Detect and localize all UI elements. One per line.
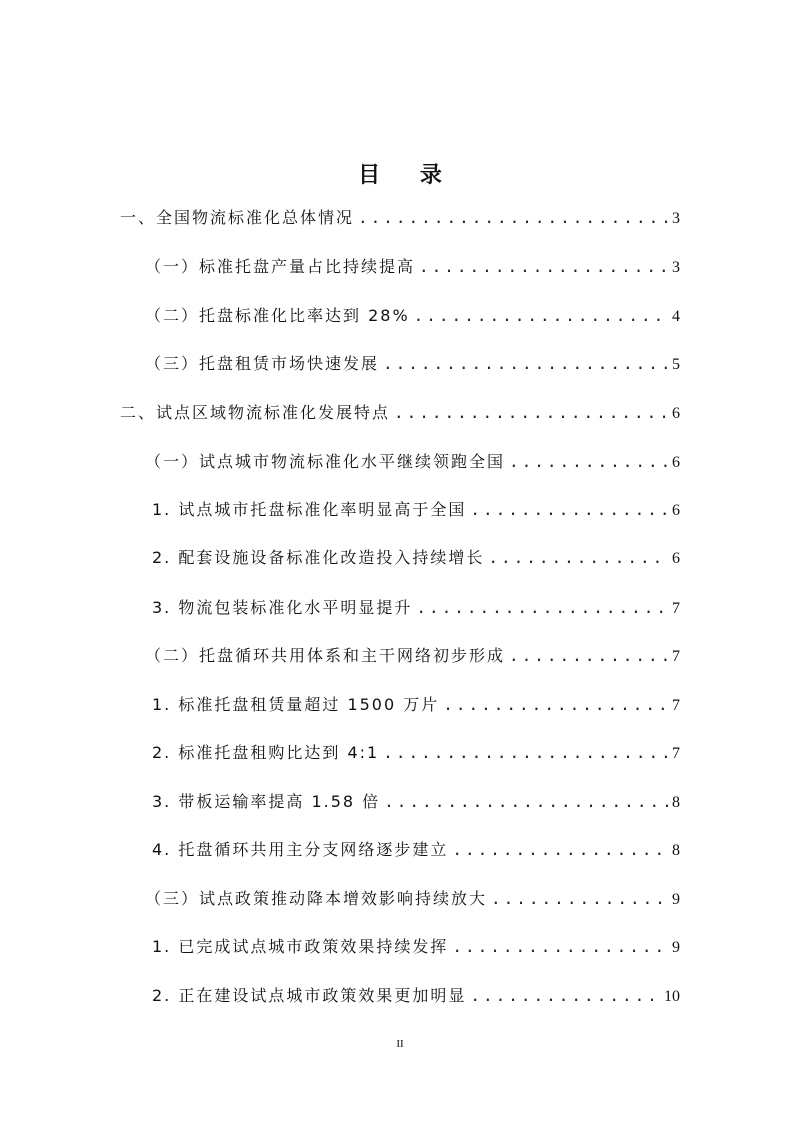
dot-leader	[358, 206, 668, 230]
toc-page-number: 10	[664, 988, 680, 1005]
toc-label: 2. 正在建设试点城市政策效果更加明显	[152, 986, 467, 1005]
toc-entry-2-2-3[interactable]	[152, 790, 680, 815]
toc-page-number: 3	[672, 259, 680, 276]
toc-entry-2-2[interactable]	[145, 644, 680, 669]
toc-label: 4. 托盘循环共用主分支网络逐步建立	[152, 840, 449, 859]
dot-leader	[470, 498, 668, 522]
toc-entry-1-1[interactable]	[145, 255, 680, 280]
toc-page-number: 5	[672, 356, 680, 373]
toc-label: （二）托盘标准化比率达到 28%	[145, 306, 410, 325]
toc-page-number: 6	[672, 550, 680, 567]
toc-entry-2-3[interactable]	[145, 887, 680, 912]
dot-leader	[419, 255, 668, 279]
toc-entry-1-3[interactable]	[145, 352, 680, 377]
dot-leader	[383, 741, 668, 765]
toc-label: 3. 带板运输率提高 1.58 倍	[152, 792, 381, 811]
toc-label: 1. 标准托盘租赁量超过 1500 万片	[152, 695, 440, 714]
toc-page-number: 9	[672, 939, 680, 956]
toc-entry-2-1[interactable]	[145, 450, 680, 475]
toc-page-number: 6	[672, 454, 680, 471]
toc-label: （二）托盘循环共用体系和主干网络初步形成	[145, 646, 506, 665]
toc-entry-2-3-2[interactable]	[152, 984, 680, 1009]
page-title: 目 录	[358, 163, 458, 188]
toc-entry-2-2-4[interactable]	[152, 838, 680, 863]
toc-page-number: 6	[672, 405, 680, 422]
toc-entry-2-2-1[interactable]	[152, 693, 680, 718]
toc-page-number: 9	[672, 891, 680, 908]
dot-leader	[470, 984, 660, 1008]
toc-label: 1. 试点城市托盘标准化率明显高于全国	[152, 500, 467, 519]
footer-page-number: II	[396, 1038, 404, 1050]
dot-leader	[443, 693, 668, 717]
toc-page-number: 7	[672, 600, 680, 617]
dot-leader	[452, 838, 668, 862]
toc-entry-1[interactable]	[120, 206, 680, 231]
toc-page-number: 6	[672, 502, 680, 519]
toc-label: 二、试点区域物流标准化发展特点	[120, 403, 391, 422]
dot-leader	[383, 352, 668, 376]
toc-entry-2-3-1[interactable]	[152, 935, 680, 960]
dot-leader	[491, 887, 668, 911]
toc-page-number: 7	[672, 648, 680, 665]
toc-entry-2-1-2[interactable]	[152, 546, 680, 571]
toc-page-number: 4	[672, 308, 680, 325]
toc-entry-2-2-2[interactable]	[152, 741, 680, 766]
toc-page-number: 8	[672, 794, 680, 811]
dot-leader	[384, 790, 668, 814]
toc-entry-1-2[interactable]	[145, 304, 680, 329]
toc-label: （三）托盘租赁市场快速发展	[145, 354, 380, 373]
toc-entry-2-1-1[interactable]	[152, 498, 680, 523]
dot-leader	[416, 596, 668, 620]
dot-leader	[414, 304, 668, 328]
dot-leader	[509, 644, 668, 668]
toc-label: 2. 标准托盘租购比达到 4:1	[152, 743, 380, 762]
toc-page-number: 7	[672, 697, 680, 714]
toc-label: 一、全国物流标准化总体情况	[120, 208, 355, 227]
toc-label: 1. 已完成试点城市政策效果持续发挥	[152, 937, 449, 956]
dot-leader	[394, 401, 668, 425]
toc-label: （一）试点城市物流标准化水平继续领跑全国	[145, 452, 506, 471]
toc-label: 3. 物流包装标准化水平明显提升	[152, 598, 413, 617]
dot-leader	[452, 935, 668, 959]
toc-page-number: 7	[672, 745, 680, 762]
dot-leader	[509, 450, 668, 474]
dot-leader	[488, 546, 668, 570]
toc-label: 2. 配套设施设备标准化改造投入持续增长	[152, 548, 485, 567]
toc-label: （一）标准托盘产量占比持续提高	[145, 257, 416, 276]
toc-entry-2-1-3[interactable]	[152, 596, 680, 621]
toc-page-number: 3	[672, 210, 680, 227]
toc-page-number: 8	[672, 842, 680, 859]
toc-entry-2[interactable]	[120, 401, 680, 426]
toc-label: （三）试点政策推动降本增效影响持续放大	[145, 889, 488, 908]
